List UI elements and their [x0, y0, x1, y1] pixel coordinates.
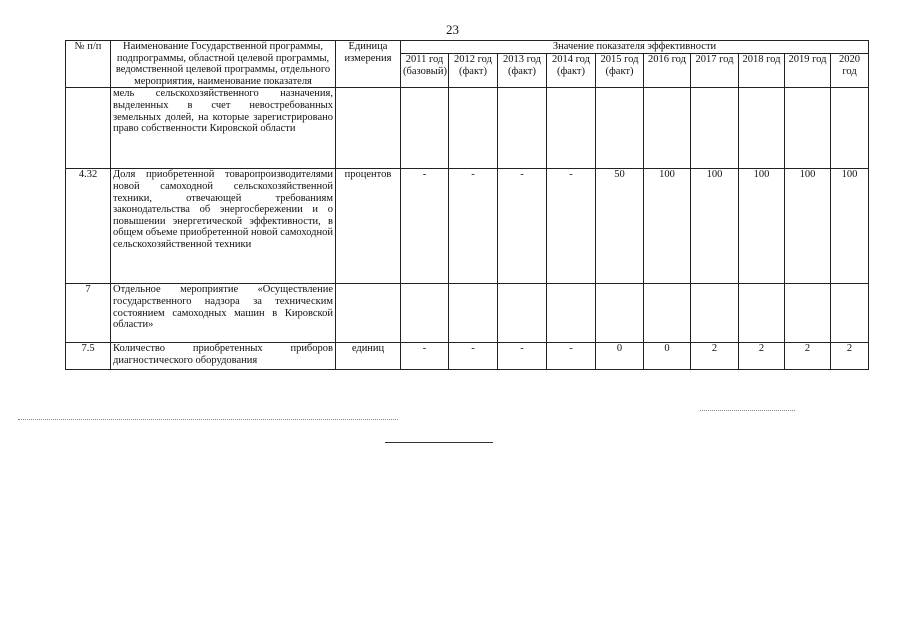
value-cell: [739, 284, 785, 343]
row-number: 7: [66, 284, 111, 343]
scan-artifact-line: [700, 410, 795, 411]
header-unit: Единица измерения: [336, 41, 401, 88]
value-cell: 2: [785, 343, 831, 370]
value-cell: 100: [644, 169, 691, 284]
indicator-name: мель сельскохозяйственного назначения, выделенных в счет невостребованных земельных долей, на которые зарегистрировано право собственности Кировской области: [111, 88, 336, 169]
value-cell: 100: [785, 169, 831, 284]
value-cell: [831, 88, 869, 169]
row-number: 7.5: [66, 343, 111, 370]
value-cell: [449, 88, 498, 169]
header-year: 2017 год: [691, 54, 739, 88]
indicator-name: Количество приобретенных приборов диагностического оборудования: [111, 343, 336, 370]
value-cell: [596, 88, 644, 169]
value-cell: [547, 284, 596, 343]
indicator-unit: единиц: [336, 343, 401, 370]
value-cell: [644, 284, 691, 343]
value-cell: -: [547, 343, 596, 370]
value-cell: [596, 284, 644, 343]
header-indicator-group: Значение показателя эффективности: [401, 41, 869, 54]
indicator-unit: процентов: [336, 169, 401, 284]
header-num: № п/п: [66, 41, 111, 88]
header-name: Наименование Государственной программы, подпрограммы, областной целевой программы, ведомственной целевой программы, отдельного мероприятия, наименование показателя: [111, 41, 336, 88]
value-cell: -: [498, 169, 547, 284]
value-cell: 100: [831, 169, 869, 284]
header-year: 2019 год: [785, 54, 831, 88]
value-cell: [449, 284, 498, 343]
value-cell: [547, 88, 596, 169]
table-row: [66, 88, 869, 169]
table-row: [66, 284, 869, 343]
value-cell: -: [498, 343, 547, 370]
row-number: [66, 88, 111, 169]
header-year: 2015 год (факт): [596, 54, 644, 88]
value-cell: [785, 88, 831, 169]
value-cell: 0: [644, 343, 691, 370]
end-of-table-rule: [385, 442, 493, 443]
value-cell: -: [401, 343, 449, 370]
value-cell: [785, 284, 831, 343]
value-cell: 2: [691, 343, 739, 370]
header-year: 2016 год: [644, 54, 691, 88]
value-cell: [831, 284, 869, 343]
indicator-unit: [336, 88, 401, 169]
header-year: 2011 год (базовый): [401, 54, 449, 88]
value-cell: [691, 88, 739, 169]
value-cell: -: [449, 343, 498, 370]
value-cell: 0: [596, 343, 644, 370]
value-cell: [401, 88, 449, 169]
header-year: 2012 год (факт): [449, 54, 498, 88]
table-row: [66, 169, 869, 284]
value-cell: -: [401, 169, 449, 284]
value-cell: [739, 88, 785, 169]
header-year: 2013 год (факт): [498, 54, 547, 88]
value-cell: 2: [831, 343, 869, 370]
header-year: 2018 год: [739, 54, 785, 88]
row-number: 4.32: [66, 169, 111, 284]
value-cell: 100: [691, 169, 739, 284]
value-cell: -: [547, 169, 596, 284]
indicator-name: Доля приобретенной товаропроизводителями новой самоходной сельскохозяйственной техники, отвечающей требованиям законодательства об энергосбережении и о повышении энергетической эффективности, в общем объеме приобретенной новой самоходной сельскохозяйственной техники: [111, 169, 336, 284]
indicator-unit: [336, 284, 401, 343]
value-cell: 50: [596, 169, 644, 284]
value-cell: [401, 284, 449, 343]
header-year: 2020 год: [831, 54, 869, 88]
table-row: [66, 343, 869, 370]
value-cell: 2: [739, 343, 785, 370]
value-cell: [498, 88, 547, 169]
indicator-name: Отдельное мероприятие «Осуществление государственного надзора за техническим состоянием самоходных машин в Кировской области»: [111, 284, 336, 343]
value-cell: [498, 284, 547, 343]
value-cell: [644, 88, 691, 169]
header-year: 2014 год (факт): [547, 54, 596, 88]
page-number: 23: [446, 22, 459, 37]
indicator-table: [65, 40, 869, 370]
value-cell: 100: [739, 169, 785, 284]
scan-artifact-line: [18, 419, 398, 420]
value-cell: -: [449, 169, 498, 284]
value-cell: [691, 284, 739, 343]
